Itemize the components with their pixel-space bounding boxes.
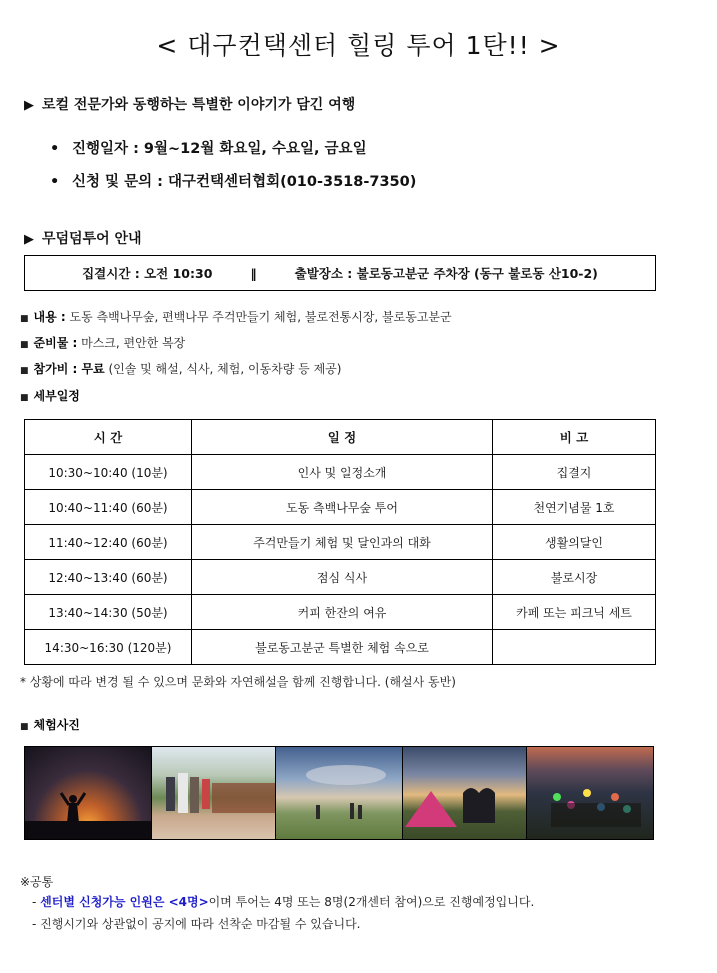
common-label: ※공통 [20,875,54,889]
triangle-bullet-icon: ▶ [24,98,34,113]
hill-scene [276,747,402,839]
info-content-key: 내용 : [33,310,66,324]
info-fee [20,360,341,377]
photo-strip [24,746,654,840]
intro-heading-text: 로컬 전문가와 동행하는 특별한 이야기가 담긴 여행 [42,97,356,113]
header-program: 일 정 [192,420,493,455]
photo-sunset-silhouette [25,747,152,839]
table-row [25,525,656,560]
photo-night-lights [527,747,653,839]
info-supplies [20,334,185,351]
square-bullet-icon: ■ [20,314,29,324]
table-row [25,595,656,630]
info-supplies-key: 준비물 : [33,336,78,350]
row-program: 도동 측백나무숲 투어 [192,490,493,525]
square-bullet-icon: ■ [20,393,29,403]
photo-sky-hill [276,747,403,839]
dot-bullet-icon: • [50,174,60,190]
header-note: 비 고 [493,420,656,455]
detail-date-text: 진행일자 : 9월~12월 화요일, 수요일, 금요일 [72,141,367,157]
row-note: 집결지 [493,455,656,490]
intro-heading [24,94,355,114]
footnote-capacity [32,893,534,910]
triangle-bullet-icon: ▶ [24,232,34,247]
square-bullet-icon: ■ [20,340,29,350]
row-program: 점심 식사 [192,560,493,595]
info-supplies-value: 마스크, 편안한 복장 [77,336,186,350]
trail-scene [152,747,276,839]
detail-item-contact [50,170,416,191]
meeting-time: 집결시간 : 오전 10:30 [82,266,213,281]
schedule-note: * 상황에 따라 변경 될 수 있으며 문화와 자연해설을 함께 진행합니다. (해설사 동반) [20,675,456,689]
header-time: 시 간 [25,420,192,455]
meeting-separator: ‖ [250,265,257,281]
page-title: < 대구컨택센터 힐링 투어 1탄!! > [156,31,561,60]
row-time: 10:40~11:40 (60분) [25,490,192,525]
row-program: 커피 한잔의 여유 [192,595,493,630]
row-note: 카페 또는 피크닉 세트 [493,595,656,630]
row-time: 11:40~12:40 (60분) [25,525,192,560]
table-row [25,630,656,665]
photo-forest-trail [152,747,277,839]
info-fee-value: (인솔 및 해설, 식사, 체험, 이동차량 등 제공) [104,362,342,376]
schedule-table [24,419,656,665]
meeting-info-box [24,255,656,291]
footnote-capacity-highlight: 센터별 신청가능 인원은 <4명> [40,895,209,909]
tent-scene [403,747,527,839]
row-note: 천연기념물 1호 [493,490,656,525]
meeting-place: 출발장소 : 불로동고분군 주차장 (동구 불로동 산10-2) [294,266,598,281]
silhouette-figure [25,747,151,839]
dash-bullet: - [32,917,41,931]
tour-heading [24,228,142,248]
footnote-deadline-text: 진행시기와 상관없이 공지에 따라 선착순 마감될 수 있습니다. [40,917,361,931]
row-note: 불로시장 [493,560,656,595]
row-time: 12:40~13:40 (60분) [25,560,192,595]
table-row [25,490,656,525]
photo-tent-dusk [403,747,528,839]
footnote-deadline [32,915,360,932]
row-time: 13:40~14:30 (50분) [25,595,192,630]
photos-heading-text: 체험사진 [33,718,80,732]
info-fee-key: 참가비 : 무료 [33,362,105,376]
row-program: 불로동고분군 특별한 체험 속으로 [192,630,493,665]
row-program: 주걱만들기 체험 및 달인과의 대화 [192,525,493,560]
footnote-capacity-rest: 이며 투어는 4명 또는 8명(2개센터 참여)으로 진행예정입니다. [208,895,535,909]
row-note: 생활의달인 [493,525,656,560]
row-note [493,630,656,665]
square-bullet-icon: ■ [20,366,29,376]
row-time: 14:30~16:30 (120분) [25,630,192,665]
photos-heading [20,716,80,733]
detail-contact-text: 신청 및 문의 : 대구컨택센터협회(010-3518-7350) [72,174,417,190]
info-schedule-label [20,387,80,404]
row-program: 인사 및 일정소개 [192,455,493,490]
dot-bullet-icon: • [50,141,60,157]
table-row [25,560,656,595]
table-row [25,455,656,490]
row-time: 10:30~10:40 (10분) [25,455,192,490]
lights-scene [527,747,653,839]
info-schedule-key: 세부일정 [33,389,80,403]
dash-bullet: - [32,895,41,909]
detail-item-date [50,137,367,158]
info-content [20,308,452,325]
info-content-value: 도동 측백나무숲, 편백나무 주걱만들기 체험, 불로전통시장, 불로동고분군 [65,310,452,324]
schedule-header-row [25,420,656,455]
square-bullet-icon: ■ [20,722,29,732]
tour-heading-text: 무덤덤투어 안내 [42,231,142,247]
